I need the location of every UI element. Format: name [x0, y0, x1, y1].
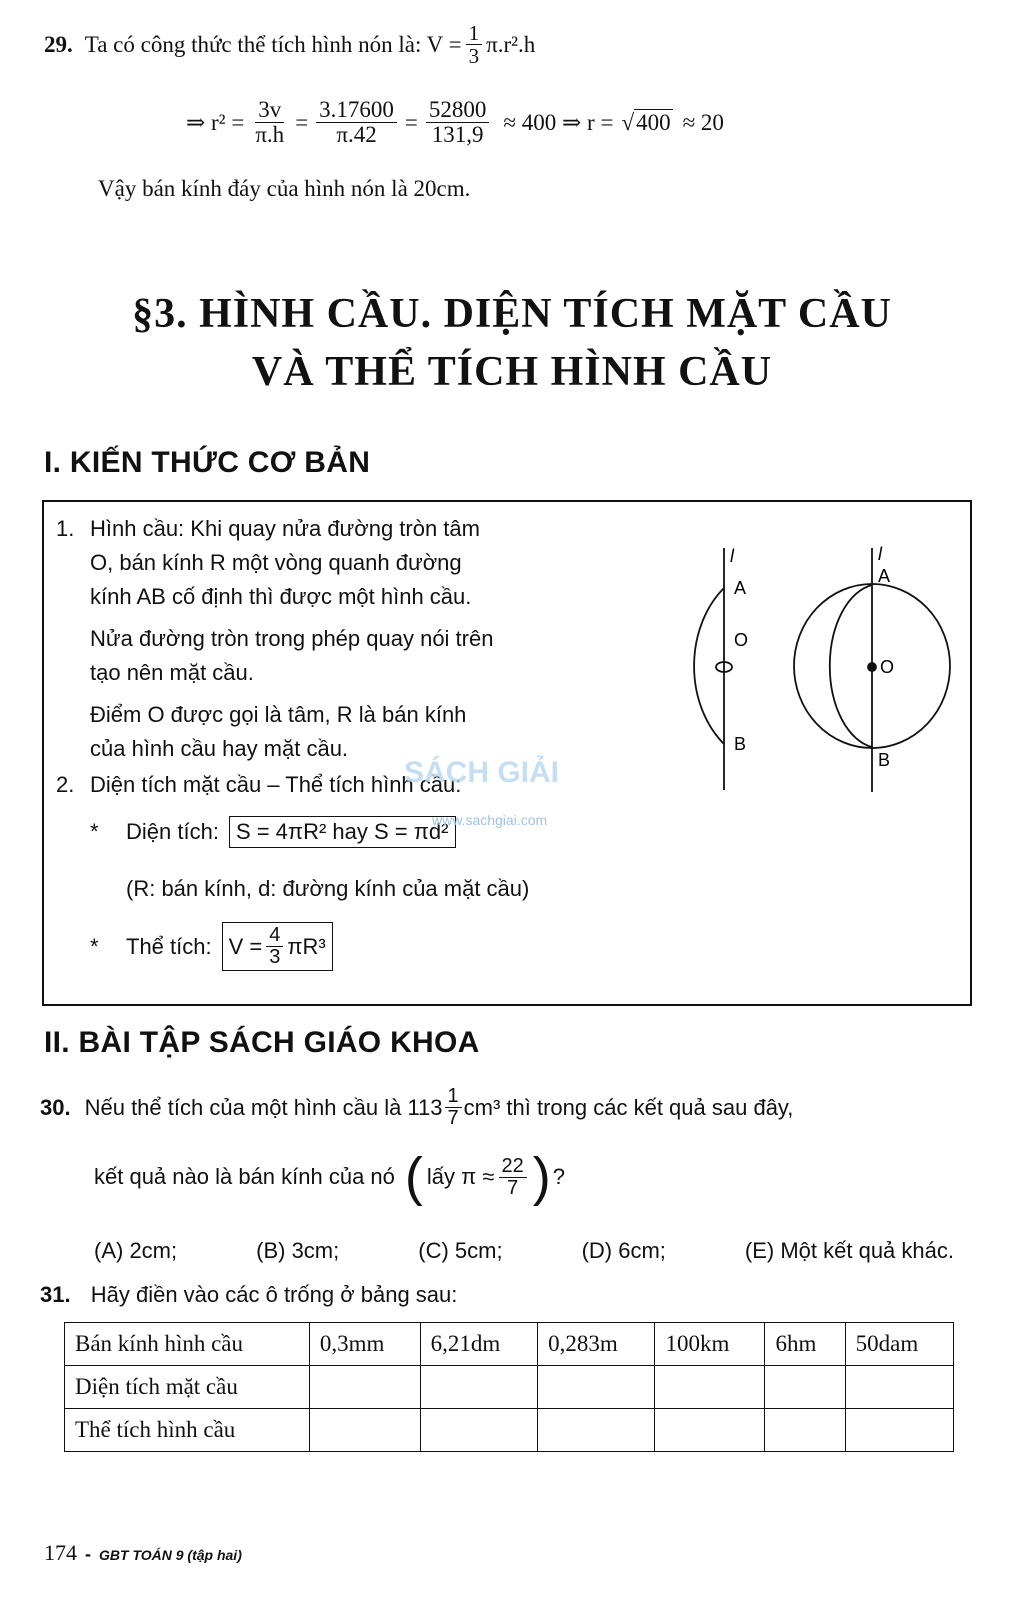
section-heading-basic-knowledge: I. KIẾN THỨC CƠ BẢN	[44, 446, 371, 479]
ex29-number: 29.	[44, 31, 73, 57]
surface-definition-line: Nửa đường tròn trong phép quay nói trên	[90, 626, 494, 651]
option-e: (E) Một kết quả khác.	[744, 1238, 954, 1263]
ex29-derivation	[186, 98, 724, 147]
table-cell	[655, 1409, 765, 1452]
ex31-line	[40, 1282, 457, 1308]
fraction-numerator: 3v	[255, 98, 284, 123]
table-row-header: Diện tích mặt cầu	[65, 1366, 310, 1409]
ex29-conclusion: Vậy bán kính đáy của hình nón là 20cm.	[98, 176, 471, 201]
table-cell	[765, 1409, 845, 1452]
option-b: (B) 3cm;	[256, 1238, 340, 1263]
option-a: (A) 2cm;	[94, 1238, 178, 1263]
ex30-number: 30.	[40, 1094, 71, 1120]
fraction-numerator: 52800	[426, 98, 490, 123]
watermark-url: www.sachgiai.com	[432, 812, 548, 828]
page-number: 174	[44, 1540, 77, 1565]
table-row-header: Thể tích hình cầu	[65, 1409, 310, 1452]
surface-definition-line: tạo nên mặt cầu.	[90, 660, 254, 685]
table-cell	[538, 1366, 655, 1409]
ex29-result: ≈ 400 ⇒ r =	[503, 109, 614, 135]
section-heading-textbook-exercises: II. BÀI TẬP SÁCH GIÁO KHOA	[44, 1026, 480, 1059]
area-formula-row	[90, 816, 456, 848]
table-cell	[309, 1409, 420, 1452]
area-formula: S = 4πR² hay S = πd²	[229, 816, 456, 848]
ex29-sqrt-value: 400	[636, 110, 671, 136]
option-c: (C) 5cm;	[418, 1238, 503, 1263]
ex31-text: Hãy điền vào các ô trống ở bảng sau:	[90, 1282, 458, 1307]
bullet: *	[90, 933, 99, 959]
ex30-options	[94, 1238, 954, 1264]
footer-dash: -	[85, 1544, 91, 1564]
center-definition-line: Điểm O được gọi là tâm, R là bán kính	[90, 702, 467, 727]
ex30-mixed-fraction	[445, 1086, 462, 1129]
table-cell: 6hm	[765, 1323, 845, 1366]
volume-fraction	[266, 925, 283, 968]
volume-formula-row	[90, 922, 333, 971]
fraction-numerator: 22	[499, 1156, 527, 1178]
ex29-result-end: ≈ 20	[682, 109, 724, 135]
point-label-B: B	[734, 734, 747, 754]
fraction-denominator: 7	[507, 1176, 519, 1199]
fraction-numerator: 4	[266, 925, 283, 947]
table-cell: 0,283m	[538, 1323, 655, 1366]
table-row	[65, 1323, 954, 1366]
table-row-header: Bán kính hình cầu	[65, 1323, 310, 1366]
center-definition-line: của hình cầu hay mặt cầu.	[90, 736, 349, 761]
ex30-line2	[94, 1147, 565, 1207]
volume-lhs: V =	[228, 933, 263, 959]
watermark-logo: SÁCH GIẢI	[404, 756, 560, 789]
item-number: 1.	[56, 516, 75, 541]
table-cell: 0,3mm	[309, 1323, 420, 1366]
fraction-numerator: 3.17600	[316, 98, 397, 123]
ex29-arrow: ⇒ r² =	[186, 109, 245, 135]
right-paren: )	[532, 1147, 551, 1207]
ex30-text-cont: cm³ thì trong các kết quả sau đây,	[463, 1094, 794, 1120]
fraction-denominator: π.h	[255, 122, 285, 148]
sphere-definition-line: O, bán kính R một vòng quanh đường	[90, 550, 462, 575]
ex29-intro: Ta có công thức thể tích hình nón là: V =	[84, 31, 462, 57]
page-footer	[44, 1540, 242, 1566]
option-d: (D) 6cm;	[581, 1238, 666, 1263]
ex29-volume-fraction	[466, 22, 483, 67]
radius-note: (R: bán kính, d: đường kính của mặt cầu)	[126, 876, 530, 901]
table-cell	[765, 1366, 845, 1409]
pi-approx-text: lấy π ≈	[426, 1164, 495, 1189]
table-cell: 50dam	[845, 1323, 953, 1366]
formulas-heading: Diện tích mặt cầu – Thể tích hình cầu:	[90, 772, 462, 797]
fraction-denominator: 3	[468, 44, 480, 69]
left-paren: (	[404, 1147, 423, 1207]
point-label-B: B	[878, 750, 891, 770]
ex29-volume-tail: π.r².h	[486, 31, 536, 57]
fraction-numerator: 1	[445, 1086, 462, 1108]
sphere-rotation-figure	[630, 540, 970, 800]
table-cell	[845, 1366, 953, 1409]
table-cell	[420, 1366, 537, 1409]
sqrt-icon: √	[621, 109, 635, 135]
ex30-question: kết quả nào là bán kính của nó	[94, 1164, 395, 1189]
full-sphere	[794, 548, 950, 792]
equals-sign: =	[404, 109, 418, 135]
table-row	[65, 1366, 954, 1409]
table-cell	[845, 1409, 953, 1452]
ex29-fraction-1	[252, 98, 287, 147]
axis-label: l	[878, 544, 882, 564]
point-label-O: O	[734, 630, 749, 650]
fraction-denominator: π.42	[336, 122, 377, 148]
axis-label: l	[730, 546, 734, 566]
fraction-numerator: 1	[466, 22, 483, 45]
area-label: Diện tích:	[126, 819, 219, 844]
sphere-table	[64, 1322, 954, 1452]
ex29-fraction-3	[426, 98, 490, 147]
ex31-number: 31.	[40, 1282, 71, 1307]
pi-approx-fraction	[499, 1156, 527, 1199]
sphere-definition-line: kính AB cố định thì được một hình cầu.	[90, 584, 472, 609]
volume-formula	[222, 922, 333, 971]
table-cell	[538, 1409, 655, 1452]
item-number: 2.	[56, 772, 75, 797]
volume-label: Thể tích:	[126, 933, 212, 959]
table-cell: 100km	[655, 1323, 765, 1366]
point-label-O: O	[880, 657, 895, 677]
table-cell	[309, 1366, 420, 1409]
fraction-denominator: 131,9	[431, 122, 484, 148]
question-mark: ?	[552, 1164, 565, 1189]
half-circle-rotation	[694, 548, 732, 790]
bullet: *	[90, 819, 99, 844]
equals-sign: =	[295, 109, 309, 135]
chapter-title-line2: VÀ THỂ TÍCH HÌNH CẦU	[251, 349, 773, 395]
sphere-definition-line: Hình cầu: Khi quay nửa đường tròn tâm	[90, 516, 480, 541]
table-cell	[420, 1409, 537, 1452]
point-label-A: A	[734, 578, 747, 598]
table-row	[65, 1409, 954, 1452]
chapter-title-line1: §3. HÌNH CẦU. DIỆN TÍCH MẶT CẦU	[132, 291, 892, 337]
ex29-fraction-2	[316, 98, 397, 147]
table-cell: 6,21dm	[420, 1323, 537, 1366]
fraction-denominator: 3	[269, 946, 281, 968]
book-title: GBT TOÁN 9 (tập hai)	[99, 1547, 242, 1563]
point-label-A: A	[878, 566, 891, 586]
table-cell	[655, 1366, 765, 1409]
ex30-text: Nếu thể tích của một hình cầu là 113	[84, 1094, 443, 1120]
fraction-denominator: 7	[447, 1107, 459, 1129]
ex30-line1	[40, 1086, 793, 1129]
volume-rhs: πR³	[287, 933, 326, 959]
ex29-line1	[44, 22, 535, 67]
